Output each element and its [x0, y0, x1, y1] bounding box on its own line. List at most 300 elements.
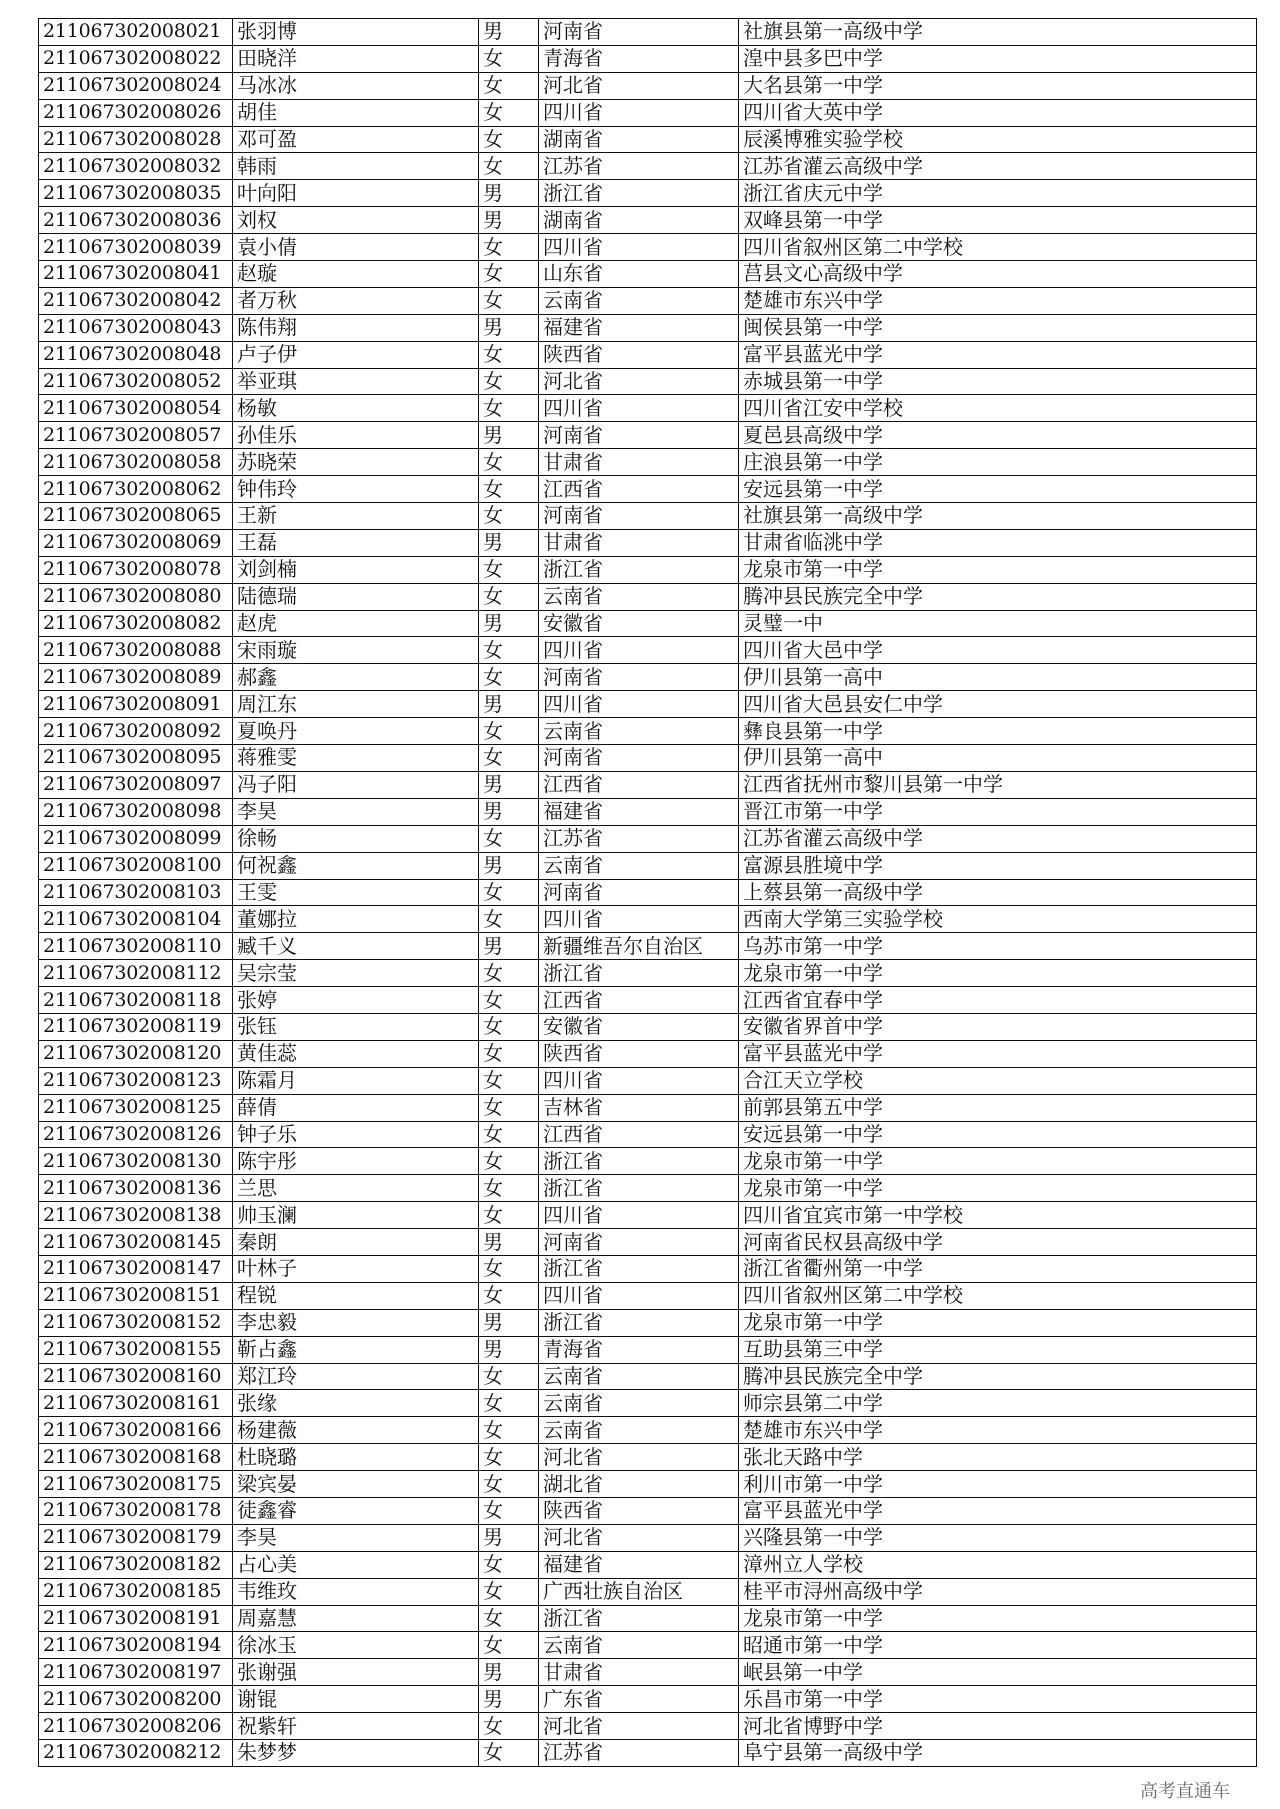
school-cell: 双峰县第一中学 [739, 207, 1257, 234]
school-cell: 晋江市第一中学 [739, 798, 1257, 825]
gender-cell: 男 [479, 314, 539, 341]
school-cell: 辰溪博雅实验学校 [739, 126, 1257, 153]
table-row [39, 1740, 1257, 1767]
name-cell: 张钰 [233, 1013, 479, 1040]
table-row [39, 207, 1257, 234]
table-body [39, 19, 1257, 1767]
table-row [39, 798, 1257, 825]
name-cell: 徒鑫睿 [233, 1497, 479, 1524]
province-cell: 河南省 [539, 19, 739, 46]
province-cell: 湖南省 [539, 207, 739, 234]
name-cell: 薛倩 [233, 1094, 479, 1121]
table-row [39, 287, 1257, 314]
gender-cell: 女 [479, 1094, 539, 1121]
school-cell: 楚雄市东兴中学 [739, 287, 1257, 314]
school-cell: 闽侯县第一中学 [739, 314, 1257, 341]
school-cell: 昭通市第一中学 [739, 1632, 1257, 1659]
table-row [39, 556, 1257, 583]
gender-cell: 男 [479, 1229, 539, 1256]
name-cell: 马冰冰 [233, 72, 479, 99]
table-row [39, 1632, 1257, 1659]
table-row [39, 1659, 1257, 1686]
province-cell: 福建省 [539, 314, 739, 341]
gender-cell: 女 [479, 1497, 539, 1524]
school-cell: 互助县第三中学 [739, 1336, 1257, 1363]
table-row [39, 1686, 1257, 1713]
candidate-id-cell: 211067302008136 [39, 1175, 233, 1202]
name-cell: 秦朗 [233, 1229, 479, 1256]
school-cell: 彝良县第一中学 [739, 718, 1257, 745]
table-row [39, 1094, 1257, 1121]
gender-cell: 女 [479, 1605, 539, 1632]
name-cell: 周嘉慧 [233, 1605, 479, 1632]
table-row [39, 987, 1257, 1014]
name-cell: 赵璇 [233, 261, 479, 288]
province-cell: 湖南省 [539, 126, 739, 153]
gender-cell: 女 [479, 503, 539, 530]
candidate-id-cell: 211067302008103 [39, 879, 233, 906]
province-cell: 云南省 [539, 287, 739, 314]
gender-cell: 女 [479, 1471, 539, 1498]
name-cell: 郑江玲 [233, 1363, 479, 1390]
school-cell: 龙泉市第一中学 [739, 960, 1257, 987]
province-cell: 河南省 [539, 503, 739, 530]
school-cell: 甘肃省临洮中学 [739, 529, 1257, 556]
province-cell: 河南省 [539, 745, 739, 772]
name-cell: 韦维玫 [233, 1578, 479, 1605]
school-cell: 四川省叙州区第二中学校 [739, 234, 1257, 261]
school-cell: 腾冲县民族完全中学 [739, 1363, 1257, 1390]
candidate-id-cell: 211067302008091 [39, 691, 233, 718]
table-row [39, 476, 1257, 503]
gender-cell: 女 [479, 99, 539, 126]
gender-cell: 女 [479, 126, 539, 153]
province-cell: 浙江省 [539, 180, 739, 207]
candidate-id-cell: 211067302008178 [39, 1497, 233, 1524]
name-cell: 杨建薇 [233, 1417, 479, 1444]
candidate-id-cell: 211067302008092 [39, 718, 233, 745]
name-cell: 吴宗莹 [233, 960, 479, 987]
gender-cell: 女 [479, 583, 539, 610]
table-row [39, 395, 1257, 422]
gender-cell: 男 [479, 1336, 539, 1363]
name-cell: 陈霜月 [233, 1067, 479, 1094]
province-cell: 四川省 [539, 234, 739, 261]
candidate-id-cell: 211067302008039 [39, 234, 233, 261]
candidate-id-cell: 211067302008054 [39, 395, 233, 422]
table-row [39, 1148, 1257, 1175]
province-cell: 四川省 [539, 1067, 739, 1094]
province-cell: 甘肃省 [539, 1659, 739, 1686]
name-cell: 郝鑫 [233, 664, 479, 691]
school-cell: 安远县第一中学 [739, 476, 1257, 503]
candidate-id-cell: 211067302008042 [39, 287, 233, 314]
name-cell: 徐畅 [233, 825, 479, 852]
school-cell: 灵璧一中 [739, 610, 1257, 637]
name-cell: 董娜拉 [233, 906, 479, 933]
table-row [39, 1390, 1257, 1417]
name-cell: 夏唤丹 [233, 718, 479, 745]
gender-cell: 男 [479, 1309, 539, 1336]
gender-cell: 女 [479, 1363, 539, 1390]
candidate-id-cell: 211067302008100 [39, 852, 233, 879]
candidate-id-cell: 211067302008130 [39, 1148, 233, 1175]
table-row [39, 583, 1257, 610]
name-cell: 兰思 [233, 1175, 479, 1202]
candidate-id-cell: 211067302008145 [39, 1229, 233, 1256]
table-row [39, 45, 1257, 72]
candidate-id-cell: 211067302008097 [39, 771, 233, 798]
candidate-id-cell: 211067302008065 [39, 503, 233, 530]
province-cell: 河南省 [539, 664, 739, 691]
name-cell: 田晓洋 [233, 45, 479, 72]
gender-cell: 女 [479, 1067, 539, 1094]
gender-cell: 女 [479, 879, 539, 906]
table-row [39, 1551, 1257, 1578]
gender-cell: 女 [479, 664, 539, 691]
school-cell: 漳州立人学校 [739, 1551, 1257, 1578]
table-row [39, 933, 1257, 960]
province-cell: 山东省 [539, 261, 739, 288]
province-cell: 四川省 [539, 906, 739, 933]
table-row [39, 879, 1257, 906]
gender-cell: 女 [479, 45, 539, 72]
table-row [39, 529, 1257, 556]
province-cell: 河北省 [539, 1713, 739, 1740]
candidate-id-cell: 211067302008191 [39, 1605, 233, 1632]
name-cell: 张缘 [233, 1390, 479, 1417]
school-cell: 江苏省灌云高级中学 [739, 153, 1257, 180]
province-cell: 江西省 [539, 771, 739, 798]
province-cell: 江苏省 [539, 153, 739, 180]
gender-cell: 女 [479, 1175, 539, 1202]
table-row [39, 771, 1257, 798]
province-cell: 浙江省 [539, 1255, 739, 1282]
school-cell: 前郭县第五中学 [739, 1094, 1257, 1121]
school-cell: 江苏省灌云高级中学 [739, 825, 1257, 852]
school-cell: 师宗县第二中学 [739, 1390, 1257, 1417]
province-cell: 四川省 [539, 1202, 739, 1229]
candidate-id-cell: 211067302008151 [39, 1282, 233, 1309]
table-row [39, 1229, 1257, 1256]
gender-cell: 女 [479, 960, 539, 987]
candidate-id-cell: 211067302008155 [39, 1336, 233, 1363]
candidate-id-cell: 211067302008104 [39, 906, 233, 933]
candidate-id-cell: 211067302008080 [39, 583, 233, 610]
table-row [39, 261, 1257, 288]
table-row [39, 745, 1257, 772]
candidate-id-cell: 211067302008200 [39, 1686, 233, 1713]
school-cell: 四川省大邑县安仁中学 [739, 691, 1257, 718]
candidate-id-cell: 211067302008138 [39, 1202, 233, 1229]
school-cell: 富平县蓝光中学 [739, 341, 1257, 368]
table-row [39, 180, 1257, 207]
table-row [39, 825, 1257, 852]
candidate-id-cell: 211067302008123 [39, 1067, 233, 1094]
gender-cell: 男 [479, 798, 539, 825]
school-cell: 富平县蓝光中学 [739, 1497, 1257, 1524]
table-row [39, 637, 1257, 664]
candidate-id-cell: 211067302008057 [39, 422, 233, 449]
province-cell: 广东省 [539, 1686, 739, 1713]
province-cell: 青海省 [539, 1336, 739, 1363]
school-cell: 四川省宜宾市第一中学校 [739, 1202, 1257, 1229]
name-cell: 叶向阳 [233, 180, 479, 207]
name-cell: 帅玉澜 [233, 1202, 479, 1229]
province-cell: 云南省 [539, 1390, 739, 1417]
table-row [39, 234, 1257, 261]
province-cell: 陕西省 [539, 1040, 739, 1067]
province-cell: 河北省 [539, 368, 739, 395]
province-cell: 广西壮族自治区 [539, 1578, 739, 1605]
province-cell: 四川省 [539, 691, 739, 718]
table-row [39, 1309, 1257, 1336]
candidate-id-cell: 211067302008089 [39, 664, 233, 691]
candidate-id-cell: 211067302008032 [39, 153, 233, 180]
table-row [39, 1067, 1257, 1094]
province-cell: 云南省 [539, 852, 739, 879]
school-cell: 四川省叙州区第二中学校 [739, 1282, 1257, 1309]
candidate-id-cell: 211067302008112 [39, 960, 233, 987]
name-cell: 宋雨璇 [233, 637, 479, 664]
school-cell: 安远县第一中学 [739, 1121, 1257, 1148]
name-cell: 周江东 [233, 691, 479, 718]
school-cell: 龙泉市第一中学 [739, 1605, 1257, 1632]
candidate-id-cell: 211067302008160 [39, 1363, 233, 1390]
gender-cell: 男 [479, 1659, 539, 1686]
school-cell: 湟中县多巴中学 [739, 45, 1257, 72]
name-cell: 孙佳乐 [233, 422, 479, 449]
school-cell: 富源县胜境中学 [739, 852, 1257, 879]
table-row [39, 1471, 1257, 1498]
gender-cell: 女 [479, 449, 539, 476]
province-cell: 江苏省 [539, 825, 739, 852]
candidate-id-cell: 211067302008024 [39, 72, 233, 99]
gender-cell: 男 [479, 19, 539, 46]
province-cell: 四川省 [539, 637, 739, 664]
school-cell: 龙泉市第一中学 [739, 556, 1257, 583]
province-cell: 云南省 [539, 1632, 739, 1659]
gender-cell: 女 [479, 718, 539, 745]
candidate-id-cell: 211067302008099 [39, 825, 233, 852]
school-cell: 莒县文心高级中学 [739, 261, 1257, 288]
gender-cell: 男 [479, 180, 539, 207]
candidate-id-cell: 211067302008175 [39, 1471, 233, 1498]
candidate-id-cell: 211067302008062 [39, 476, 233, 503]
province-cell: 浙江省 [539, 1605, 739, 1632]
name-cell: 者万秋 [233, 287, 479, 314]
name-cell: 靳占鑫 [233, 1336, 479, 1363]
gender-cell: 女 [479, 287, 539, 314]
gender-cell: 女 [479, 72, 539, 99]
school-cell: 上蔡县第一高级中学 [739, 879, 1257, 906]
province-cell: 浙江省 [539, 960, 739, 987]
gender-cell: 女 [479, 637, 539, 664]
candidate-id-cell: 211067302008043 [39, 314, 233, 341]
name-cell: 梁宾晏 [233, 1471, 479, 1498]
province-cell: 云南省 [539, 1417, 739, 1444]
school-cell: 龙泉市第一中学 [739, 1309, 1257, 1336]
school-cell: 伊川县第一高中 [739, 745, 1257, 772]
gender-cell: 男 [479, 771, 539, 798]
table-row [39, 718, 1257, 745]
name-cell: 苏晓荣 [233, 449, 479, 476]
table-row [39, 99, 1257, 126]
table-row [39, 19, 1257, 46]
province-cell: 湖北省 [539, 1471, 739, 1498]
school-cell: 庄浪县第一中学 [739, 449, 1257, 476]
name-cell: 冯子阳 [233, 771, 479, 798]
name-cell: 邓可盈 [233, 126, 479, 153]
province-cell: 河北省 [539, 1444, 739, 1471]
candidate-id-cell: 211067302008069 [39, 529, 233, 556]
gender-cell: 女 [479, 476, 539, 503]
name-cell: 杜晓璐 [233, 1444, 479, 1471]
school-cell: 腾冲县民族完全中学 [739, 583, 1257, 610]
gender-cell: 女 [479, 261, 539, 288]
name-cell: 胡佳 [233, 99, 479, 126]
province-cell: 云南省 [539, 1363, 739, 1390]
school-cell: 四川省大邑中学 [739, 637, 1257, 664]
table-row [39, 422, 1257, 449]
province-cell: 浙江省 [539, 1309, 739, 1336]
school-cell: 乐昌市第一中学 [739, 1686, 1257, 1713]
school-cell: 安徽省界首中学 [739, 1013, 1257, 1040]
candidate-id-cell: 211067302008212 [39, 1740, 233, 1767]
gender-cell: 女 [479, 987, 539, 1014]
candidate-id-cell: 211067302008026 [39, 99, 233, 126]
province-cell: 河北省 [539, 1524, 739, 1551]
table-row [39, 664, 1257, 691]
gender-cell: 女 [479, 1202, 539, 1229]
table-row [39, 1417, 1257, 1444]
candidate-id-cell: 211067302008052 [39, 368, 233, 395]
province-cell: 河南省 [539, 1229, 739, 1256]
gender-cell: 女 [479, 368, 539, 395]
table-row [39, 1363, 1257, 1390]
candidate-id-cell: 211067302008120 [39, 1040, 233, 1067]
candidate-id-cell: 211067302008098 [39, 798, 233, 825]
table-row [39, 1578, 1257, 1605]
candidate-id-cell: 211067302008082 [39, 610, 233, 637]
candidate-id-cell: 211067302008028 [39, 126, 233, 153]
name-cell: 陈伟翔 [233, 314, 479, 341]
gender-cell: 男 [479, 1686, 539, 1713]
school-cell: 伊川县第一高中 [739, 664, 1257, 691]
school-cell: 浙江省衢州第一中学 [739, 1255, 1257, 1282]
gender-cell: 女 [479, 1578, 539, 1605]
candidate-id-cell: 211067302008168 [39, 1444, 233, 1471]
name-cell: 王雯 [233, 879, 479, 906]
gender-cell: 女 [479, 1740, 539, 1767]
school-cell: 张北天路中学 [739, 1444, 1257, 1471]
school-cell: 富平县蓝光中学 [739, 1040, 1257, 1067]
school-cell: 夏邑县高级中学 [739, 422, 1257, 449]
gender-cell: 男 [479, 1524, 539, 1551]
gender-cell: 女 [479, 1713, 539, 1740]
table-row [39, 1175, 1257, 1202]
candidate-id-cell: 211067302008095 [39, 745, 233, 772]
gender-cell: 女 [479, 1013, 539, 1040]
school-cell: 阜宁县第一高级中学 [739, 1740, 1257, 1767]
table-row [39, 503, 1257, 530]
table-row [39, 153, 1257, 180]
table-row [39, 1202, 1257, 1229]
name-cell: 程锐 [233, 1282, 479, 1309]
school-cell: 河北省博野中学 [739, 1713, 1257, 1740]
gender-cell: 女 [479, 1255, 539, 1282]
candidate-id-cell: 211067302008048 [39, 341, 233, 368]
table-row [39, 960, 1257, 987]
admission-list-table [38, 18, 1257, 1767]
school-cell: 江西省抚州市黎川县第一中学 [739, 771, 1257, 798]
province-cell: 浙江省 [539, 1148, 739, 1175]
province-cell: 安徽省 [539, 1013, 739, 1040]
name-cell: 张谢强 [233, 1659, 479, 1686]
candidate-id-cell: 211067302008194 [39, 1632, 233, 1659]
name-cell: 何祝鑫 [233, 852, 479, 879]
table-row [39, 1282, 1257, 1309]
name-cell: 钟子乐 [233, 1121, 479, 1148]
name-cell: 陈宇彤 [233, 1148, 479, 1175]
gender-cell: 女 [479, 234, 539, 261]
school-cell: 龙泉市第一中学 [739, 1148, 1257, 1175]
name-cell: 袁小倩 [233, 234, 479, 261]
gender-cell: 女 [479, 153, 539, 180]
name-cell: 刘权 [233, 207, 479, 234]
school-cell: 河南省民权县高级中学 [739, 1229, 1257, 1256]
table-row [39, 368, 1257, 395]
table-row [39, 906, 1257, 933]
admission-list-sheet [38, 18, 1256, 1767]
name-cell: 王新 [233, 503, 479, 530]
gender-cell: 女 [479, 745, 539, 772]
name-cell: 钟伟玲 [233, 476, 479, 503]
school-cell: 四川省江安中学校 [739, 395, 1257, 422]
gender-cell: 男 [479, 207, 539, 234]
table-row [39, 1040, 1257, 1067]
name-cell: 举亚琪 [233, 368, 479, 395]
school-cell: 大名县第一中学 [739, 72, 1257, 99]
gender-cell: 女 [479, 1148, 539, 1175]
candidate-id-cell: 211067302008152 [39, 1309, 233, 1336]
candidate-id-cell: 211067302008147 [39, 1255, 233, 1282]
table-row [39, 852, 1257, 879]
gender-cell: 男 [479, 529, 539, 556]
gender-cell: 女 [479, 1121, 539, 1148]
candidate-id-cell: 211067302008058 [39, 449, 233, 476]
gender-cell: 女 [479, 1390, 539, 1417]
province-cell: 吉林省 [539, 1094, 739, 1121]
table-row [39, 1255, 1257, 1282]
gender-cell: 女 [479, 395, 539, 422]
table-row [39, 610, 1257, 637]
name-cell: 张羽博 [233, 19, 479, 46]
school-cell: 楚雄市东兴中学 [739, 1417, 1257, 1444]
name-cell: 卢子伊 [233, 341, 479, 368]
school-cell: 桂平市浔州高级中学 [739, 1578, 1257, 1605]
province-cell: 江西省 [539, 1121, 739, 1148]
province-cell: 陕西省 [539, 341, 739, 368]
province-cell: 甘肃省 [539, 449, 739, 476]
watermark-text: 高考直通车 [1140, 1781, 1230, 1802]
gender-cell: 女 [479, 1282, 539, 1309]
school-cell: 合江天立学校 [739, 1067, 1257, 1094]
school-cell: 兴隆县第一中学 [739, 1524, 1257, 1551]
table-row [39, 1121, 1257, 1148]
gender-cell: 女 [479, 1551, 539, 1578]
candidate-id-cell: 211067302008035 [39, 180, 233, 207]
